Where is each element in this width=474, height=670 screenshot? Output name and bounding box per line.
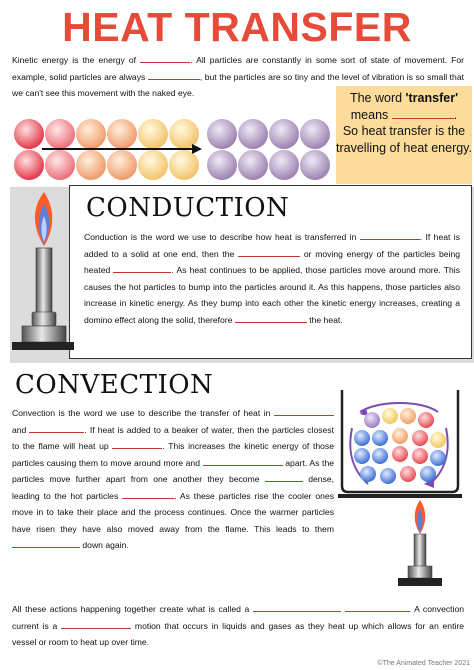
blank-field[interactable] — [345, 602, 409, 612]
intro-text-2: . All particles are constantly in some sort of state of movement. For example, solid particles are always — [12, 55, 464, 82]
intro-text-1: Kinetic energy is the energy of — [12, 55, 137, 65]
convection-text-8: down again. — [82, 540, 129, 550]
conduction-heading: CONDUCTION — [86, 193, 290, 223]
convection-paragraph — [12, 405, 334, 554]
conduction-text-5: the heat. — [309, 314, 343, 325]
intro-text-3: , but the particles are so tiny and the level of vibration is so small that we can't see this movement with the naked eye. — [12, 71, 464, 98]
copyright-footer: ©The Animated Teacher 2021 — [377, 660, 470, 667]
convection-text-9: All these actions happening together create what is called a — [12, 604, 250, 614]
sidebox-line1: The word — [349, 91, 403, 105]
sidebox-line2: means — [350, 107, 389, 122]
blank-field[interactable] — [265, 472, 303, 482]
blank-field[interactable] — [29, 423, 84, 433]
blank-field[interactable] — [112, 439, 162, 449]
convection-text-3: . If heat is added to a beaker of water, then the particles closest to the flame will heat up — [12, 424, 334, 451]
flame-icon — [415, 500, 426, 534]
convection-heading: CONVECTION — [15, 370, 214, 400]
flame-icon — [35, 192, 52, 246]
blank-field[interactable] — [148, 70, 200, 80]
convection-text-7: . As these particles rise the cooler ones move in to take their place and the process continues. Once the warmer particles have risen they have also moved away from the flame. This leads to them — [12, 490, 335, 534]
blank-field[interactable] — [360, 230, 420, 240]
conduction-paragraph — [84, 229, 460, 328]
particle-row-icon — [2, 114, 332, 184]
conduction-text-1: Conduction is the word we use to describe how heat is transferred in — [84, 232, 357, 242]
blank-field[interactable] — [12, 538, 80, 548]
conduction-text-3: or moving energy of the particles being heated — [84, 248, 461, 275]
blank-field[interactable] — [203, 456, 283, 466]
convection-text-4: . This increases the kinetic energy of those particles causing them to move around more and — [12, 441, 335, 468]
bunsen-burner-icon — [8, 190, 74, 370]
conduction-text-2: . If heat is added to a solid at one end, then the — [84, 232, 460, 259]
beaker-icon — [338, 388, 462, 598]
sidebox-line3: So heat transfer is the travelling of heat energy. — [336, 124, 472, 155]
convection-text-2: and — [12, 424, 27, 435]
convection-text-1: Convection is the word we use to describe the transfer of heat in — [12, 408, 271, 418]
convection-text-10: . A convection current is a — [12, 604, 465, 631]
blank-field[interactable] — [140, 53, 190, 63]
blank-field[interactable] — [274, 406, 334, 416]
convection-current-paragraph — [12, 601, 464, 651]
sidebox-word: 'transfer' — [405, 91, 459, 105]
blank-field[interactable] — [61, 619, 131, 629]
transfer-definition-box: The word 'transfer' means . So heat transfer is the travelling of heat energy. — [336, 86, 472, 184]
blank-field[interactable] — [235, 313, 307, 323]
blank-field[interactable] — [238, 247, 300, 257]
convection-text-11: motion that occurs in liquids and gases as they heat up which allows for an entire vessel or room to heat up over time. — [12, 620, 465, 647]
convection-text-5: apart. As the particles move further apart from one another they become — [12, 457, 334, 484]
blank-field[interactable] — [253, 602, 341, 612]
convection-text-6: dense, leading to the hot particles — [12, 474, 334, 501]
conduction-text-4: . As heat continues to be applied, those particles move around more. This causes the hot particles to bump into the particles around it. As this happens, those particles also increase in kinetic energy. As they bump into each other the kinetic energy increases, creating a domino effect along the solid, therefore — [84, 265, 460, 325]
blank-field[interactable] — [113, 263, 171, 273]
page-title: HEAT TRANSFER — [62, 4, 412, 50]
blank-field[interactable] — [122, 489, 174, 499]
blank-field[interactable] — [392, 109, 454, 119]
